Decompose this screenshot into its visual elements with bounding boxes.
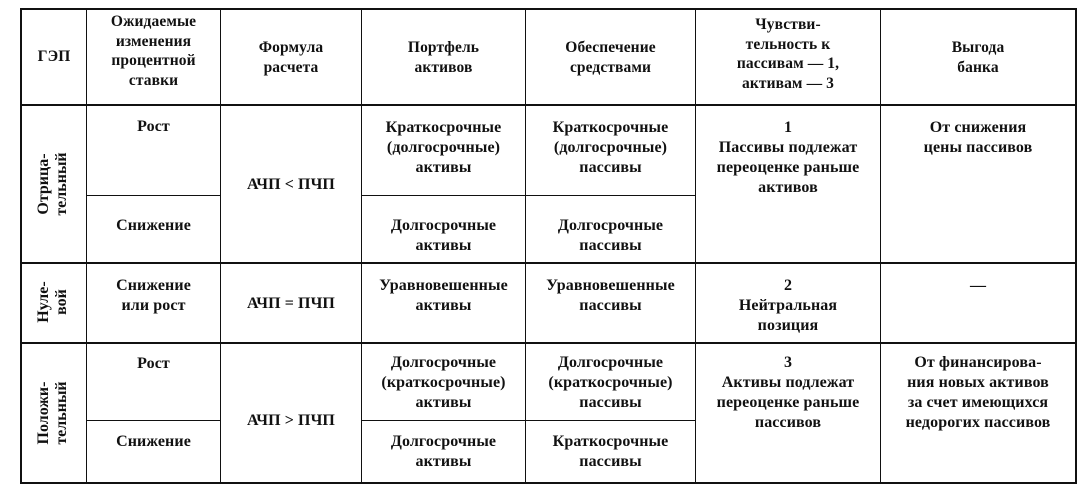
- pos-change-rise: Рост: [137, 355, 170, 372]
- neg-change-fall: Снижение: [116, 217, 191, 234]
- pos-funding-fall: Краткосрочные пассивы: [552, 433, 669, 470]
- neg-change-rise: Рост: [137, 118, 170, 135]
- zero-funding: Уравновешенные пассивы: [546, 277, 675, 314]
- neg-funding-rise: Краткосрочные (долгосрочные) пассивы: [552, 119, 669, 176]
- row-divider-pos-assets: [361, 420, 695, 421]
- row-divider-neg-assets: [361, 195, 695, 196]
- zero-assets: Уравновешенные активы: [379, 277, 508, 314]
- header-expected-change: Ожидаемые изменения процентной ставки: [110, 13, 197, 89]
- header-sensitivity: Чувстви- тельность к пассивам — 1, активам — 3: [736, 16, 840, 92]
- neg-assets-fall: Долгосрочные активы: [390, 217, 497, 254]
- header-portfolio: Портфель активов: [407, 39, 480, 76]
- neg-funding-fall: Долгосрочные пассивы: [557, 217, 664, 254]
- header-formula: Формула расчета: [258, 39, 324, 76]
- group-label-negative: Отрица- тельный: [35, 152, 70, 216]
- header-divider: [20, 104, 1077, 106]
- zero-benefit: —: [969, 277, 987, 294]
- group-divider-1: [20, 262, 1077, 264]
- pos-change-fall: Снижение: [116, 433, 191, 450]
- pos-assets-fall: Долгосрочные активы: [390, 433, 497, 470]
- header-funding: Обеспечение средствами: [565, 39, 656, 76]
- pos-formula: АЧП > ПЧП: [247, 412, 335, 429]
- row-divider-neg-change: [86, 195, 220, 196]
- zero-change: Снижение или рост: [116, 277, 191, 314]
- table-border-right: [1075, 8, 1077, 484]
- header-gap: ГЭП: [37, 48, 71, 66]
- pos-benefit: От финансирова- ния новых активов за счет имеющихся недорогих пассивов: [905, 354, 1051, 431]
- neg-benefit: От снижения цены пассивов: [923, 119, 1033, 156]
- table-border-top: [20, 8, 1077, 10]
- zero-formula: АЧП = ПЧП: [247, 295, 335, 312]
- neg-assets-rise: Краткосрочные (долгосрочные) активы: [385, 119, 502, 176]
- group-label-positive: Положи- тельный: [35, 381, 70, 445]
- table-border-bottom: [20, 482, 1077, 484]
- group-label-zero: Нуле- вой: [35, 281, 70, 323]
- header-benefit: Выгода банка: [951, 39, 1005, 76]
- pos-assets-rise: Долгосрочные (краткосрочные) активы: [381, 354, 506, 411]
- neg-sensitivity: 1 Пассивы подлежат переоценке раньше активов: [716, 119, 860, 196]
- row-divider-pos-change: [86, 420, 220, 421]
- group-divider-2: [20, 342, 1077, 344]
- pos-sensitivity: 3 Активы подлежат переоценке раньше пассивов: [716, 354, 860, 431]
- neg-formula: АЧП < ПЧП: [247, 176, 335, 193]
- pos-funding-rise: Долгосрочные (краткосрочные) пассивы: [548, 354, 673, 411]
- zero-sensitivity: 2 Нейтральная позиция: [738, 277, 838, 334]
